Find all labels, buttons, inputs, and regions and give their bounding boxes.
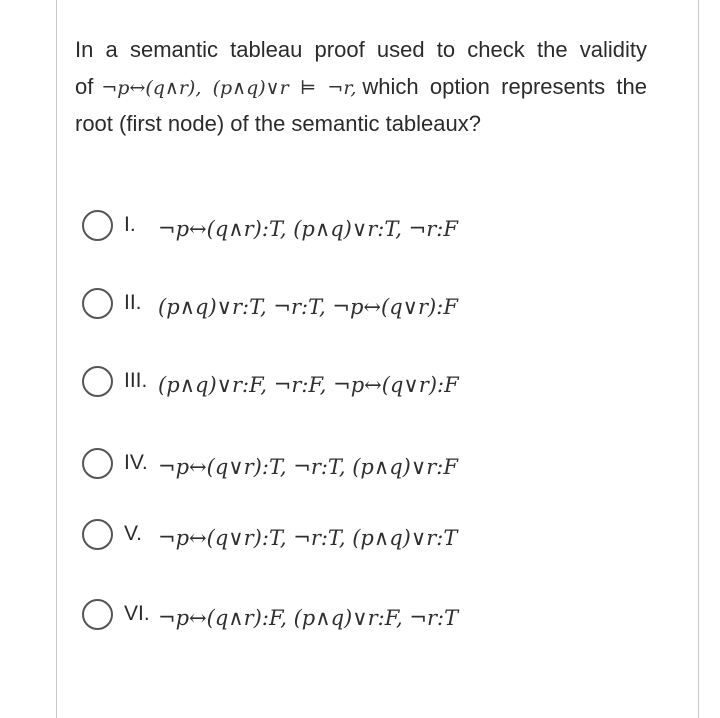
option-number: II. bbox=[124, 291, 142, 314]
option-number: VI. bbox=[124, 602, 150, 625]
radio-button-option-2[interactable] bbox=[82, 288, 113, 319]
option-formula: ¬p↔(q∧r):F, (p∧q)∨r:F, ¬r:T bbox=[158, 606, 459, 630]
option-5[interactable] bbox=[82, 514, 457, 554]
radio-button-option-3[interactable] bbox=[82, 366, 113, 397]
option-number: III. bbox=[124, 369, 148, 392]
radio-button-option-1[interactable] bbox=[82, 210, 113, 241]
question-text-after: which option represents the root (first node) of the semantic tableaux? bbox=[75, 73, 647, 136]
option-3[interactable] bbox=[82, 361, 459, 401]
option-formula: (p∧q)∨r:T, ¬r:T, ¬p↔(q∨r):F bbox=[158, 295, 458, 319]
radio-button-option-5[interactable] bbox=[82, 519, 113, 550]
option-4[interactable] bbox=[82, 443, 458, 483]
option-formula: ¬p↔(q∨r):T, ¬r:T, (p∧q)∨r:F bbox=[158, 455, 458, 479]
radio-button-option-4[interactable] bbox=[82, 448, 113, 479]
option-number: IV. bbox=[124, 451, 148, 474]
question-text bbox=[75, 32, 647, 143]
option-formula: ¬p↔(q∧r):T, (p∧q)∨r:T, ¬r:F bbox=[158, 217, 458, 241]
option-number: I. bbox=[124, 213, 136, 236]
option-2[interactable] bbox=[82, 283, 458, 323]
option-number: V. bbox=[124, 522, 142, 545]
question-formula: ¬p↔(q∧r), (p∧q)∨r ⊨ ¬r, bbox=[101, 76, 357, 99]
question-text-before: In a semantic tableau proof used to check the validity of bbox=[75, 37, 647, 99]
option-6[interactable] bbox=[82, 594, 458, 634]
option-1[interactable] bbox=[82, 205, 458, 245]
radio-button-option-6[interactable] bbox=[82, 599, 113, 630]
option-formula: ¬p↔(q∨r):T, ¬r:T, (p∧q)∨r:T bbox=[158, 526, 458, 550]
option-formula: (p∧q)∨r:F, ¬r:F, ¬p↔(q∨r):F bbox=[158, 373, 459, 397]
